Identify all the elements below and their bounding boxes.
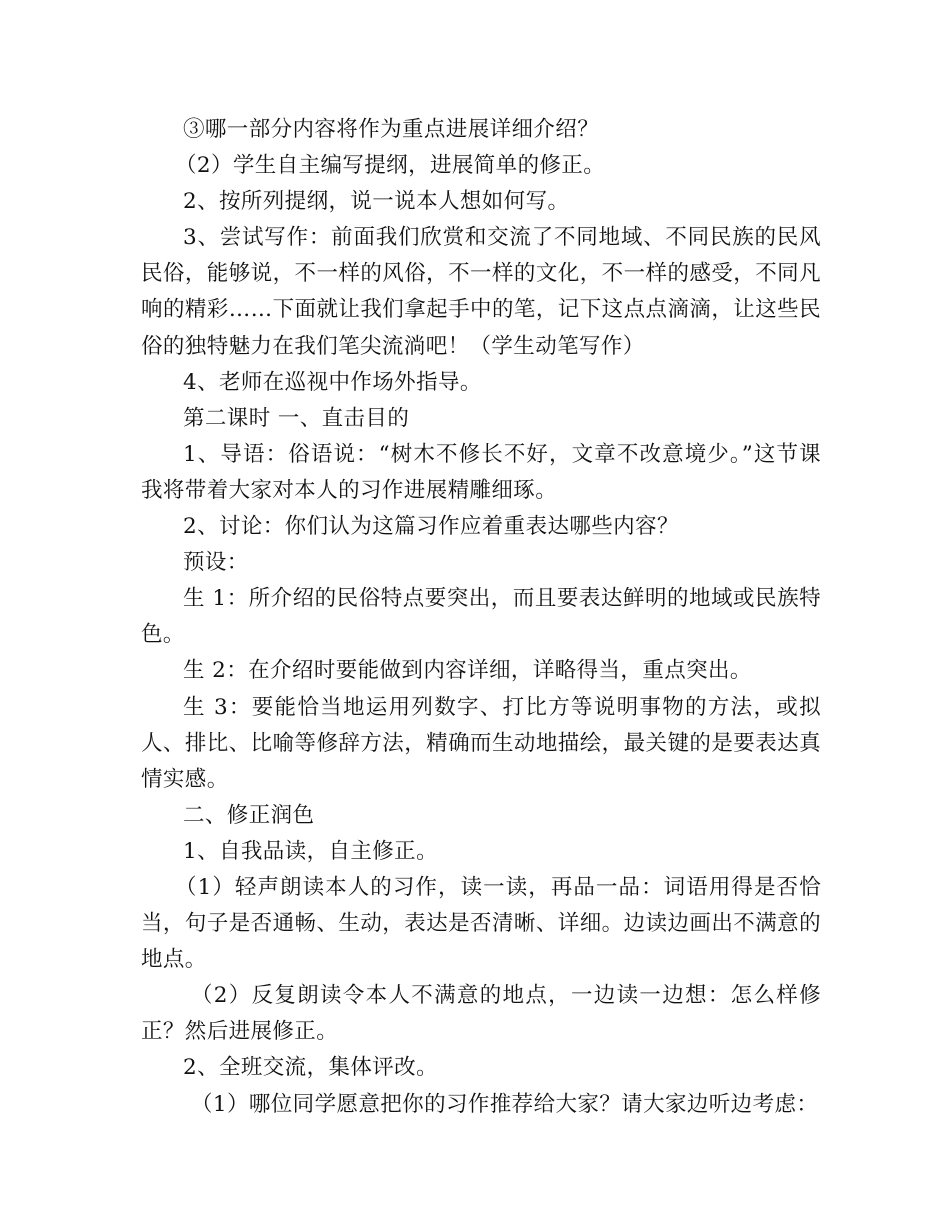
- document-body: [141, 112, 821, 1123]
- paragraph-self-reading: 1、自我品读，自主修正。: [183, 838, 438, 864]
- paragraph-student-3: 生 3：要能恰当地运用列数字、打比方等说明事物的方法，或拟人、排比、比喻等修辞方法，精确而生动地描绘，最关键的是要表达真情实感。: [141, 694, 821, 792]
- paragraph-second-lesson-heading: 第二课时 一、直击目的: [183, 405, 410, 431]
- paragraph-introduction: 1、导语：俗语说：“树木不修长不好，文章不改意境少。”这节课我将带着大家对本人的习作进展精雕细琢。: [141, 441, 821, 503]
- paragraph-preset: 预设：: [183, 550, 249, 576]
- paragraph-discussion: 2、讨论：你们认为这篇习作应着重表达哪些内容？: [183, 514, 679, 540]
- paragraph-speak-outline: 2、按所列提纲，说一说本人想如何写。: [183, 189, 570, 215]
- paragraph-teacher-guidance: 4、老师在巡视中作场外指导。: [183, 369, 482, 395]
- paragraph-try-writing: 3、尝试写作：前面我们欣赏和交流了不同地域、不同民族的民风民俗，能够说，不一样的风俗，不一样的文化，不一样的感受，不同凡响的精彩……下面就让我们拿起手中的笔，记下这点点滴滴，让这些民俗的独特魅力在我们笔尖流淌吧！（学生动笔写作）: [141, 225, 821, 359]
- paragraph-repeat-reading: （2）反复朗读令本人不满意的地点，一边读一边想：怎么样修正？然后进展修正。: [141, 983, 821, 1045]
- paragraph-class-exchange: 2、全班交流，集体评改。: [183, 1055, 438, 1081]
- paragraph-read-aloud: （1）轻声朗读本人的习作，读一读，再品一品：词语用得是否恰当，句子是否通畅、生动，表达是否清晰、详细。边读边画出不满意的地点。: [141, 874, 821, 973]
- paragraph-recommend-work: （1）哪位同学愿意把你的习作推荐给大家？请大家边听边考虑：: [191, 1091, 819, 1117]
- paragraph-outline-revise: （2）学生自主编写提纲，进展简单的修正。: [175, 153, 606, 179]
- paragraph-revise-heading: 二、修正润色: [183, 802, 315, 828]
- paragraph-key-focus-question: ③哪一部分内容将作为重点进展详细介绍？: [183, 117, 600, 142]
- paragraph-student-1: 生 1：所介绍的民俗特点要突出，而且要表达鲜明的地域或民族特色。: [141, 586, 821, 648]
- paragraph-student-2: 生 2：在介绍时要能做到内容详细，详略得当，重点突出。: [183, 658, 752, 684]
